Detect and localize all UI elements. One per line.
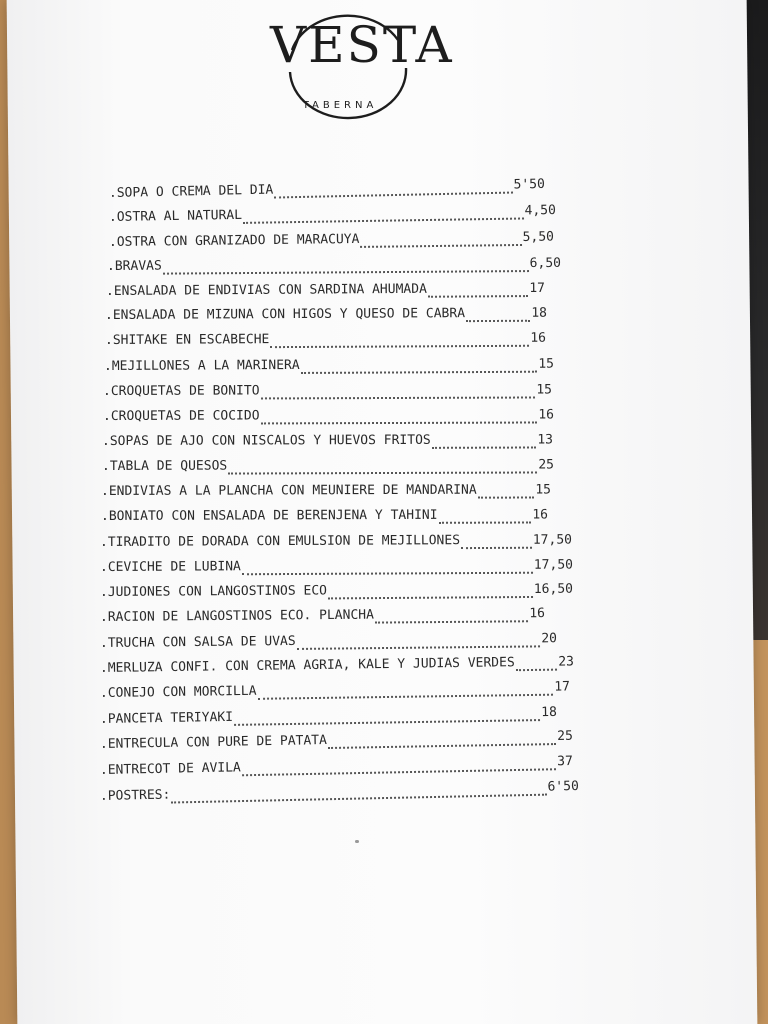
- menu-item-name: .TRUCHA CON SALSA DE UVAS: [99, 633, 296, 651]
- menu-item-name: .ENTRECOT DE AVILA: [99, 760, 241, 778]
- menu-item-price: 13: [537, 432, 554, 448]
- menu-item-name: .TIRADITO DE DORADA CON EMULSION DE MEJILLONES: [99, 533, 461, 550]
- menu-item-price: 16: [530, 330, 547, 346]
- logo-brand: VESTA: [270, 16, 454, 74]
- menu-item-name: .CEVICHE DE LUBINA: [99, 559, 241, 575]
- menu-item-price: 18: [531, 305, 548, 321]
- menu-item-leader: [274, 192, 512, 199]
- menu-item-name: .BRAVAS: [106, 258, 162, 274]
- menu-item-price: 15: [538, 356, 555, 372]
- menu-item: [101, 507, 548, 529]
- menu-item: [100, 654, 574, 681]
- menu-item-price: 15: [535, 482, 552, 498]
- menu-item: [100, 754, 573, 783]
- menu-item-leader: [297, 645, 541, 650]
- menu-item: [107, 256, 561, 279]
- menu-item-name: .OSTRA AL NATURAL: [108, 207, 243, 225]
- menu-item: [106, 281, 545, 304]
- menu-item: [100, 582, 573, 605]
- menu-item-price: 5,50: [522, 229, 555, 245]
- menu-item-price: 5'50: [513, 176, 546, 193]
- menu-item-name: .CROQUETAS DE COCIDO: [102, 408, 260, 424]
- menu-item: [100, 779, 579, 809]
- menu-item-price: 4,50: [524, 202, 557, 219]
- menu-item-price: 20: [541, 631, 558, 647]
- menu-item-price: 6'50: [547, 778, 579, 795]
- menu-item-leader: [228, 471, 537, 474]
- menu-item-price: 17: [554, 679, 571, 695]
- menu-item-leader: [461, 547, 532, 549]
- menu-item-price: 6,50: [529, 255, 562, 272]
- menu-item-name: .CROQUETAS DE BONITO: [102, 383, 260, 399]
- menu-item-name: .OSTRA CON GRANIZADO DE MARACUYA: [108, 231, 360, 250]
- menu-item-price: 17,50: [533, 557, 574, 573]
- menu-item-name: .PANCETA TERIYAKI: [99, 709, 234, 727]
- menu-item-price: 16,50: [533, 581, 574, 597]
- menu-item: [100, 558, 573, 580]
- menu-item: [102, 432, 553, 454]
- menu-item: [109, 177, 545, 206]
- menu-item-price: 16: [538, 407, 555, 423]
- menu-item-price: 25: [538, 457, 555, 473]
- menu-item-leader: [243, 217, 524, 223]
- menu-item: [109, 203, 556, 230]
- menu-item-leader: [163, 270, 529, 275]
- menu-item-price: 15: [536, 382, 553, 398]
- menu-item-price: 25: [557, 728, 574, 745]
- menu-item-price: 16: [529, 606, 546, 622]
- menu-item-leader: [270, 345, 529, 348]
- menu-item-name: .ENDIVIAS A LA PLANCHA CON MEUNIERE DE MANDARINA: [100, 482, 477, 499]
- menu-item-leader: [478, 496, 535, 498]
- menu-item-price: 16: [532, 507, 549, 523]
- menu-item-name: .SHITAKE EN ESCABECHE: [104, 332, 270, 348]
- menu-item-name: .SOPAS DE AJO CON NISCALOS Y HUEVOS FRITOS: [101, 432, 431, 449]
- menu-item-leader: [234, 719, 540, 726]
- menu-item-name: .TABLA DE QUESOS: [101, 458, 228, 474]
- menu-item-leader: [242, 768, 556, 776]
- menu-item: [103, 407, 554, 429]
- menu-item: [100, 679, 570, 706]
- menu-item-leader: [328, 743, 556, 749]
- menu-item: [105, 306, 547, 328]
- menu-item-leader: [242, 572, 533, 576]
- menu-item: [100, 606, 545, 630]
- menu-item-name: .MERLUZA CONFI. CON CREMA AGRIA, KALE Y JUDIAS VERDES: [99, 655, 515, 676]
- menu-item-leader: [258, 694, 554, 700]
- paper-mark: [355, 840, 359, 843]
- menu-item-name: .SOPA O CREMA DEL DIA: [108, 182, 274, 201]
- menu-item-leader: [439, 521, 532, 523]
- menu-item-price: 17,50: [532, 532, 573, 548]
- menu-item: [109, 230, 554, 255]
- menu-item-leader: [261, 421, 538, 424]
- menu-item-leader: [360, 244, 521, 248]
- logo-subtitle: TABERNA: [302, 100, 378, 111]
- menu-item-leader: [466, 320, 530, 322]
- menu-item: [100, 533, 572, 555]
- menu-item: [104, 357, 554, 379]
- menu-item: [100, 705, 557, 732]
- menu-item-name: .BONIATO CON ENSALADA DE BERENJENA Y TAHINI: [100, 507, 438, 524]
- menu-item-name: .RACION DE LANGOSTINOS ECO. PLANCHA: [99, 607, 374, 625]
- menu-item-name: .ENSALADA DE ENDIVIAS CON SARDINA AHUMADA: [105, 281, 427, 299]
- menu-item-price: 37: [557, 753, 574, 770]
- menu-item-leader: [375, 620, 528, 623]
- menu-item-price: 17: [529, 280, 546, 297]
- menu-item-leader: [516, 669, 558, 672]
- menu-item-price: 18: [541, 704, 558, 721]
- menu-item-leader: [172, 794, 547, 804]
- menu-item-leader: [301, 371, 538, 374]
- menu-item-leader: [261, 396, 536, 399]
- menu-item-name: .ENTRECULA CON PURE DE PATATA: [99, 733, 328, 752]
- menu-item-name: .CONEJO CON MORCILLA: [99, 683, 257, 701]
- menu-item-leader: [428, 295, 528, 298]
- menu-item-name: .MEJILLONES A LA MARINERA: [103, 357, 300, 374]
- menu-item-name: .JUDIONES CON LANGOSTINOS ECO: [99, 583, 328, 600]
- menu-item-name: .ENSALADA DE MIZUNA CON HIGOS Y QUESO DE CABRA: [104, 306, 466, 323]
- menu-item: [100, 729, 573, 757]
- menu-item-name: .POSTRES:: [99, 787, 171, 804]
- menu-item-leader: [432, 446, 537, 448]
- menu-item: [103, 382, 552, 404]
- menu-item: [105, 331, 546, 353]
- menu-item: [102, 457, 554, 479]
- menu-item: [100, 631, 557, 656]
- menu-item-price: 23: [558, 654, 575, 670]
- menu-item: [101, 482, 551, 504]
- menu-item-leader: [328, 596, 533, 599]
